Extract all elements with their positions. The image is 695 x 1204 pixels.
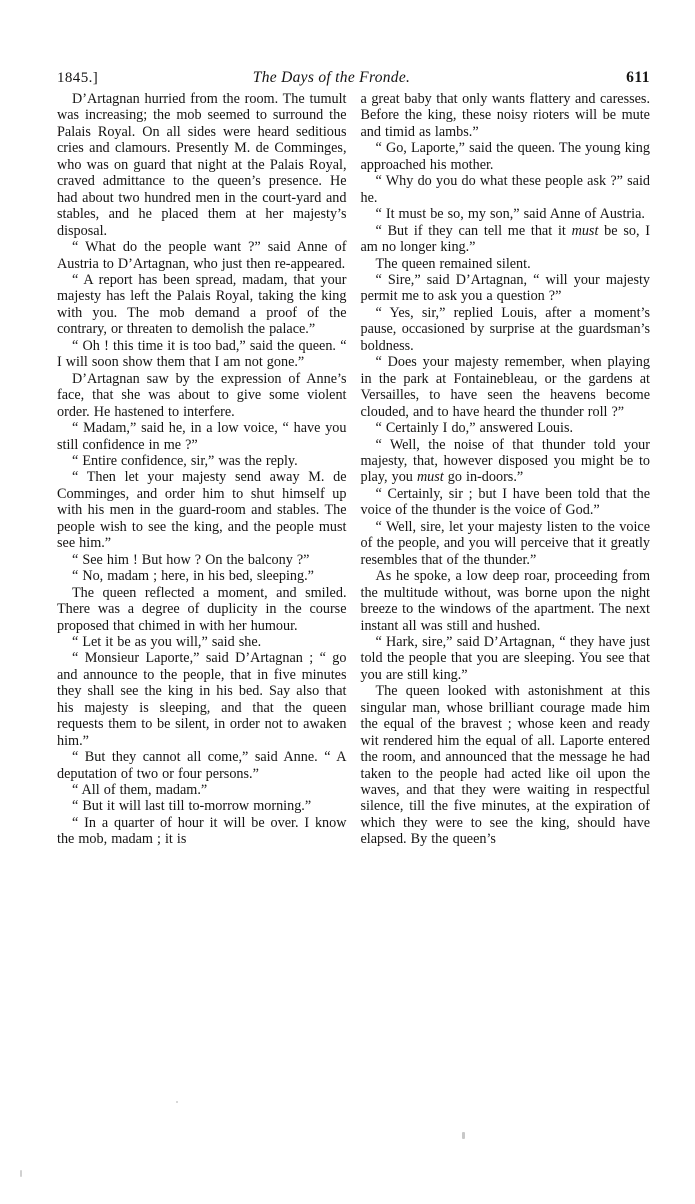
text-run: “ Go, Laporte,” said the queen. The young king approached his mother. — [360, 140, 650, 173]
paragraph — [57, 568, 347, 584]
paragraph — [361, 634, 651, 683]
text-run: a great baby that only wants flattery and caresses. Before the king, these noisy rioters will be mute and timid as lambs.” — [360, 91, 650, 140]
paragraph — [361, 305, 651, 354]
scan-speck — [176, 1101, 178, 1103]
text-run: “ Why do you do what these people ask ?” said he. — [360, 173, 650, 206]
paragraph — [361, 223, 651, 256]
text-run: “ Well, the noise of that thunder told your majesty, that, however disposed you might be to play, you — [360, 436, 650, 486]
paragraph — [57, 552, 347, 568]
paragraph — [361, 354, 651, 420]
header-title: The Days of the Fronde. — [252, 69, 411, 86]
scan-speck — [462, 1132, 465, 1139]
text-run: go in-doors.” — [443, 469, 524, 486]
paragraph — [57, 585, 347, 634]
text-run: “ Yes, sir,” replied Louis, after a moment’s pause, occasioned by surprise at the guardsman’s boldness. — [360, 304, 650, 354]
text-run: “ Then let your majesty send away M. de Comminges, and order him to shut himself up with his men in the guard-room and stables. The people wish to see the king, and the people must see him.” — [57, 469, 347, 552]
text-run: “ Hark, sire,” said D’Artagnan, “ they have just told the people that you are sleeping. You see that you are still king.” — [360, 633, 650, 683]
column-left — [57, 91, 347, 848]
paragraph — [361, 173, 651, 206]
paragraph — [57, 798, 347, 814]
paragraph — [361, 420, 651, 436]
text-run: “ Oh ! this time it is too bad,” said the queen. “ I will soon show them that I am not gone.” — [57, 337, 347, 371]
header-year: 1845.] — [57, 70, 99, 86]
paragraph — [57, 634, 347, 650]
text-run: “ Madam,” said he, in a low voice, “ have you still confidence in me ?” — [57, 420, 347, 453]
text-run: “ It must be so, my son,” said Anne of Austria. — [375, 206, 645, 223]
paragraph — [361, 206, 651, 222]
paragraph — [361, 683, 651, 848]
column-right — [361, 91, 651, 848]
italic-text-run: must — [571, 222, 599, 239]
text-run: “ But if they can tell me that it — [375, 222, 572, 239]
paragraph — [361, 519, 651, 568]
paragraph — [57, 272, 347, 338]
text-run: “ A report has been spread, madam, that your majesty has left the Palais Royal, taking the king with you. The mob demand a proof of the contrary, or threaten to demolish the palace.” — [57, 271, 347, 338]
paragraph — [57, 650, 347, 749]
paragraph — [57, 453, 347, 469]
text-run: “ But it will last till to-morrow morning.” — [72, 798, 312, 815]
text-run: “ Entire confidence, sir,” was the reply. — [72, 452, 298, 469]
text-run: The queen remained silent. — [375, 255, 531, 272]
text-run: “ Monsieur Laporte,” said D’Artagnan ; “ go and announce to the people, that in five minutes they shall see the king in his bed. Say also that his majesty is sleeping, and that the queen requests them to be silent, in order not to awaken him.” — [57, 650, 347, 749]
text-body — [57, 91, 650, 848]
text-run: D’Artagnan saw by the expression of Anne’s face, that she was about to give some violent order. He hastened to interfere. — [57, 370, 347, 420]
paragraph — [361, 272, 651, 305]
header-page-number: 611 — [626, 69, 650, 86]
text-run: “ Let it be as you will,” said she. — [72, 633, 262, 650]
text-run: “ All of them, madam.” — [72, 782, 208, 799]
italic-text-run: must — [416, 469, 444, 486]
text-run: “ See him ! But how ? On the balcony ?” — [72, 551, 310, 568]
text-run: “ In a quarter of hour it will be over. I know the mob, madam ; it is — [57, 814, 347, 848]
text-run: “ Sire,” said D’Artagnan, “ will your majesty permit me to ask you a question ?” — [360, 271, 650, 305]
paragraph — [57, 469, 347, 551]
paragraph — [57, 371, 347, 420]
text-run: The queen looked with astonishment at this singular man, whose brilliant courage made him the equal of the bravest ; whose keen and ready wit rendered him the equal of all. Laporte entered the room, and announced that the message he had taken to the people had acted like oil upon the waves, and that they were waiting in respectful silence, till the five minutes, at the expiration of which they were to see the king, should have elapsed. By the queen’s — [360, 683, 650, 848]
paragraph — [361, 140, 651, 173]
paragraph — [57, 815, 347, 848]
paragraph — [361, 486, 651, 519]
running-head — [57, 69, 650, 89]
text-run: “ But they cannot all come,” said Anne. “ A deputation of two or four persons.” — [57, 749, 347, 782]
text-run: “ No, madam ; here, in his bed, sleeping.” — [72, 568, 314, 585]
text-run: “ Well, sire, let your majesty listen to the voice of the people, and you will perceive that it greatly resembles that of the thunder.” — [360, 518, 650, 568]
paragraph — [361, 256, 651, 272]
text-run: “ Certainly I do,” answered Louis. — [375, 420, 574, 437]
text-run: “ What do the people want ?” said Anne of Austria to D’Artagnan, who just then re-appeared. — [57, 239, 347, 272]
paragraph — [57, 749, 347, 782]
paragraph — [361, 91, 651, 140]
scan-speck — [20, 1170, 22, 1177]
paragraph — [57, 338, 347, 371]
text-run: D’Artagnan hurried from the room. The tumult was increasing; the mob seemed to surround the Palais Royal. On all sides were heard seditious cries and clamours. Presently M. de Comminges, who was on guard that night at the Palais Royal, craved admittance to the queen’s presence. He had about two hundred men in the court-yard and stables, and he placed them at her majesty’s disposal. — [57, 91, 347, 239]
text-run: As he spoke, a low deep roar, proceeding from the multitude without, was borne upon the night breeze to the windows of the apartment. The next instant all was still and hushed. — [360, 568, 650, 634]
paragraph — [57, 420, 347, 453]
text-run: The queen reflected a moment, and smiled. There was a degree of duplicity in the course proposed that chimed in with her humour. — [57, 584, 347, 634]
paragraph — [57, 91, 347, 239]
paragraph — [57, 782, 347, 798]
text-run: be so, I am no longer king.” — [360, 222, 650, 256]
text-run: “ Does your majesty remember, when playing in the park at Fontainebleau, or the gardens at Versailles, to have seen the heavens become clouded, and to have heard the thunder roll ?” — [360, 354, 650, 420]
paragraph — [57, 239, 347, 272]
paragraph — [361, 568, 651, 634]
paragraph — [361, 437, 651, 486]
text-run: “ Certainly, sir ; but I have been told that the voice of the thunder is the voice of God.” — [360, 485, 650, 519]
